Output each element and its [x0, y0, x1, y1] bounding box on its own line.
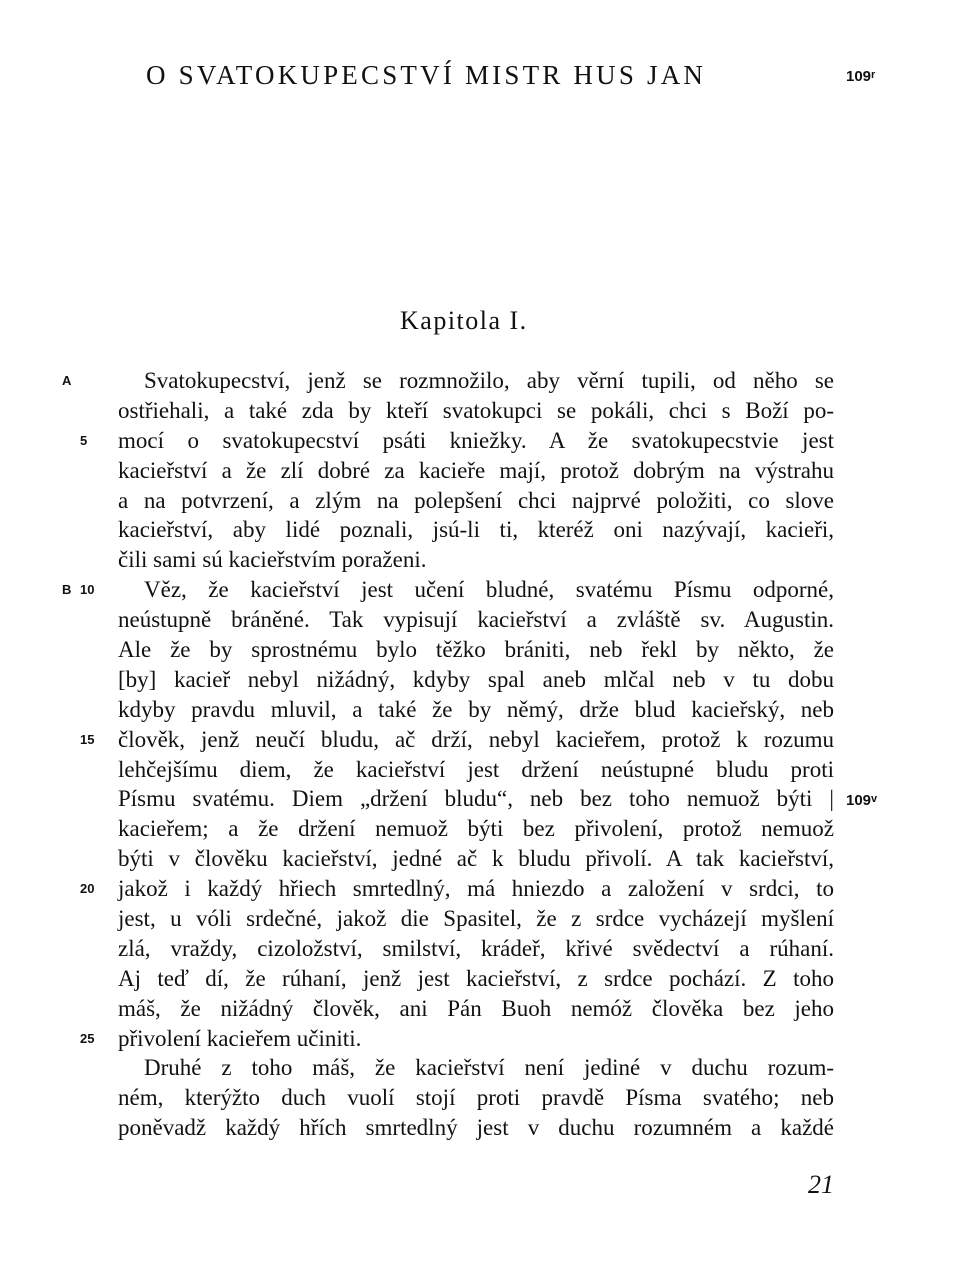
line-text: čili sami sú kacieřstvím poraženi.	[118, 547, 427, 573]
chapter-title: Kapitola I.	[400, 306, 528, 335]
text-line	[118, 396, 834, 426]
line-text: neústupně bráněné. Tak vypisují kacieřství a zvláště sv. Augustin.	[118, 607, 834, 633]
line-text: kacieřství, aby lidé poznali, jsú-li ti, kteréž oni nazývají, kacieři,	[118, 517, 834, 543]
margin-line-number: 25	[80, 1030, 95, 1046]
text-line	[118, 486, 834, 516]
line-text: Svatokupecství, jenž se rozmnožilo, aby věrní tupili, od něho se	[144, 368, 834, 393]
line-text: Věz, že kacieřství jest učení bludné, svatému Písmu odporné,	[144, 577, 834, 603]
line-text: lehčejšímu diem, že kacieřství jest držení neústupné bludu proti	[118, 756, 834, 782]
margin-section-marker: B	[62, 582, 72, 598]
text-line	[118, 1053, 834, 1083]
line-text: ném, kterýžto duch vuolí stojí proti pravdě Písma svatého; neb	[118, 1085, 834, 1111]
text-line	[80, 1024, 834, 1054]
line-text: Aj teď dí, že rúhaní, jenž jest kacieřství, z srdce pochází. Z toho	[118, 965, 834, 991]
folio-side: v	[871, 793, 878, 805]
text-line	[118, 545, 834, 575]
text-line	[118, 695, 834, 725]
line-text: máš, že nižádný člověk, ani Pán Buoh nemóž člověka bez jeho	[118, 995, 834, 1021]
line-text: kacieřem; a že držení nemuož býti bez přivolení, protož nemuož	[118, 816, 834, 842]
folio-number: 109	[846, 68, 872, 85]
text-line	[118, 1083, 834, 1113]
folio-side: r	[871, 69, 876, 81]
page-number: 21	[808, 1170, 834, 1199]
margin-section-marker: A	[62, 373, 72, 388]
text-line	[118, 784, 834, 814]
folio-reference-top	[846, 68, 875, 85]
text-line	[118, 934, 834, 964]
text-line	[80, 874, 834, 904]
text-line	[118, 515, 834, 545]
line-text: poněvadž každý hřích smrtedlný jest v duchu rozumném a každé	[118, 1115, 834, 1141]
text-line	[118, 456, 834, 486]
text-line	[80, 426, 834, 456]
margin-line-number: 5	[80, 432, 88, 448]
line-text: přivolení kacieřem učiniti.	[118, 1025, 362, 1051]
line-text: [by] kacieř nebyl nižádný, kdyby spal aneb mlčal neb v tu dobu	[118, 666, 834, 692]
text-line	[118, 814, 834, 844]
line-text: kdyby pravdu mluvil, a také že by němý, drže blud kacieřský, neb	[118, 696, 834, 722]
line-text: jakož i každý hřiech smrtedlný, má hniezdo a založení v srdci, to	[118, 876, 834, 902]
line-text: Druhé z toho máš, že kacieřství není jediné v duchu rozum-	[144, 1055, 834, 1081]
text-line	[118, 904, 834, 934]
line-text: zlá, vraždy, cizoložství, smilství, krádeř, křivé svědectví a rúhaní.	[118, 935, 834, 961]
line-text: jest, u vóli srdečné, jakož die Spasitel, že z srdce vycházejí myšlení	[118, 906, 834, 932]
text-line	[118, 1113, 834, 1143]
margin-line-number: 10	[80, 582, 95, 598]
line-text: ostřiehali, a také zda by kteří svatokupci se pokáli, chci s Boží po-	[118, 397, 834, 423]
text-line	[62, 575, 834, 605]
folio-reference-margin	[846, 792, 877, 809]
text-line	[118, 844, 834, 874]
line-text: kacieřství a že zlí dobré za kacieře mají, protož dobrým na výstrahu	[118, 457, 834, 483]
line-text: býti v člověku kacieřství, jedné ač k bludu přivolí. A tak kacieřství,	[118, 846, 834, 872]
text-line	[118, 964, 834, 994]
line-text: Písmu svatému. Diem „držení bludu“, neb bez toho nemuož býti |	[118, 786, 834, 812]
text-line	[118, 994, 834, 1024]
text-line	[80, 725, 834, 755]
text-line	[118, 665, 834, 695]
running-title: O SVATOKUPECSTVÍ MISTR HUS JAN	[146, 60, 707, 90]
folio-number: 109	[846, 792, 872, 809]
line-text: člověk, jenž neučí bludu, ač drží, nebyl kacieřem, protož k rozumu	[118, 726, 834, 752]
text-line	[118, 755, 834, 785]
text-line	[118, 605, 834, 635]
body-text	[62, 366, 834, 1143]
text-line	[118, 635, 834, 665]
line-text: mocí o svatokupecství psáti kniežky. A že svatokupecstvie jest	[118, 427, 834, 453]
line-text: a na potvrzení, a zlým na polepšení chci najprvé položiti, co slove	[118, 487, 834, 513]
line-text: Ale že by sprostnému bylo těžko brániti, neb řekl by někto, že	[118, 637, 834, 663]
margin-line-number: 15	[80, 731, 95, 747]
margin-line-number: 20	[80, 881, 95, 897]
text-line	[62, 366, 834, 396]
